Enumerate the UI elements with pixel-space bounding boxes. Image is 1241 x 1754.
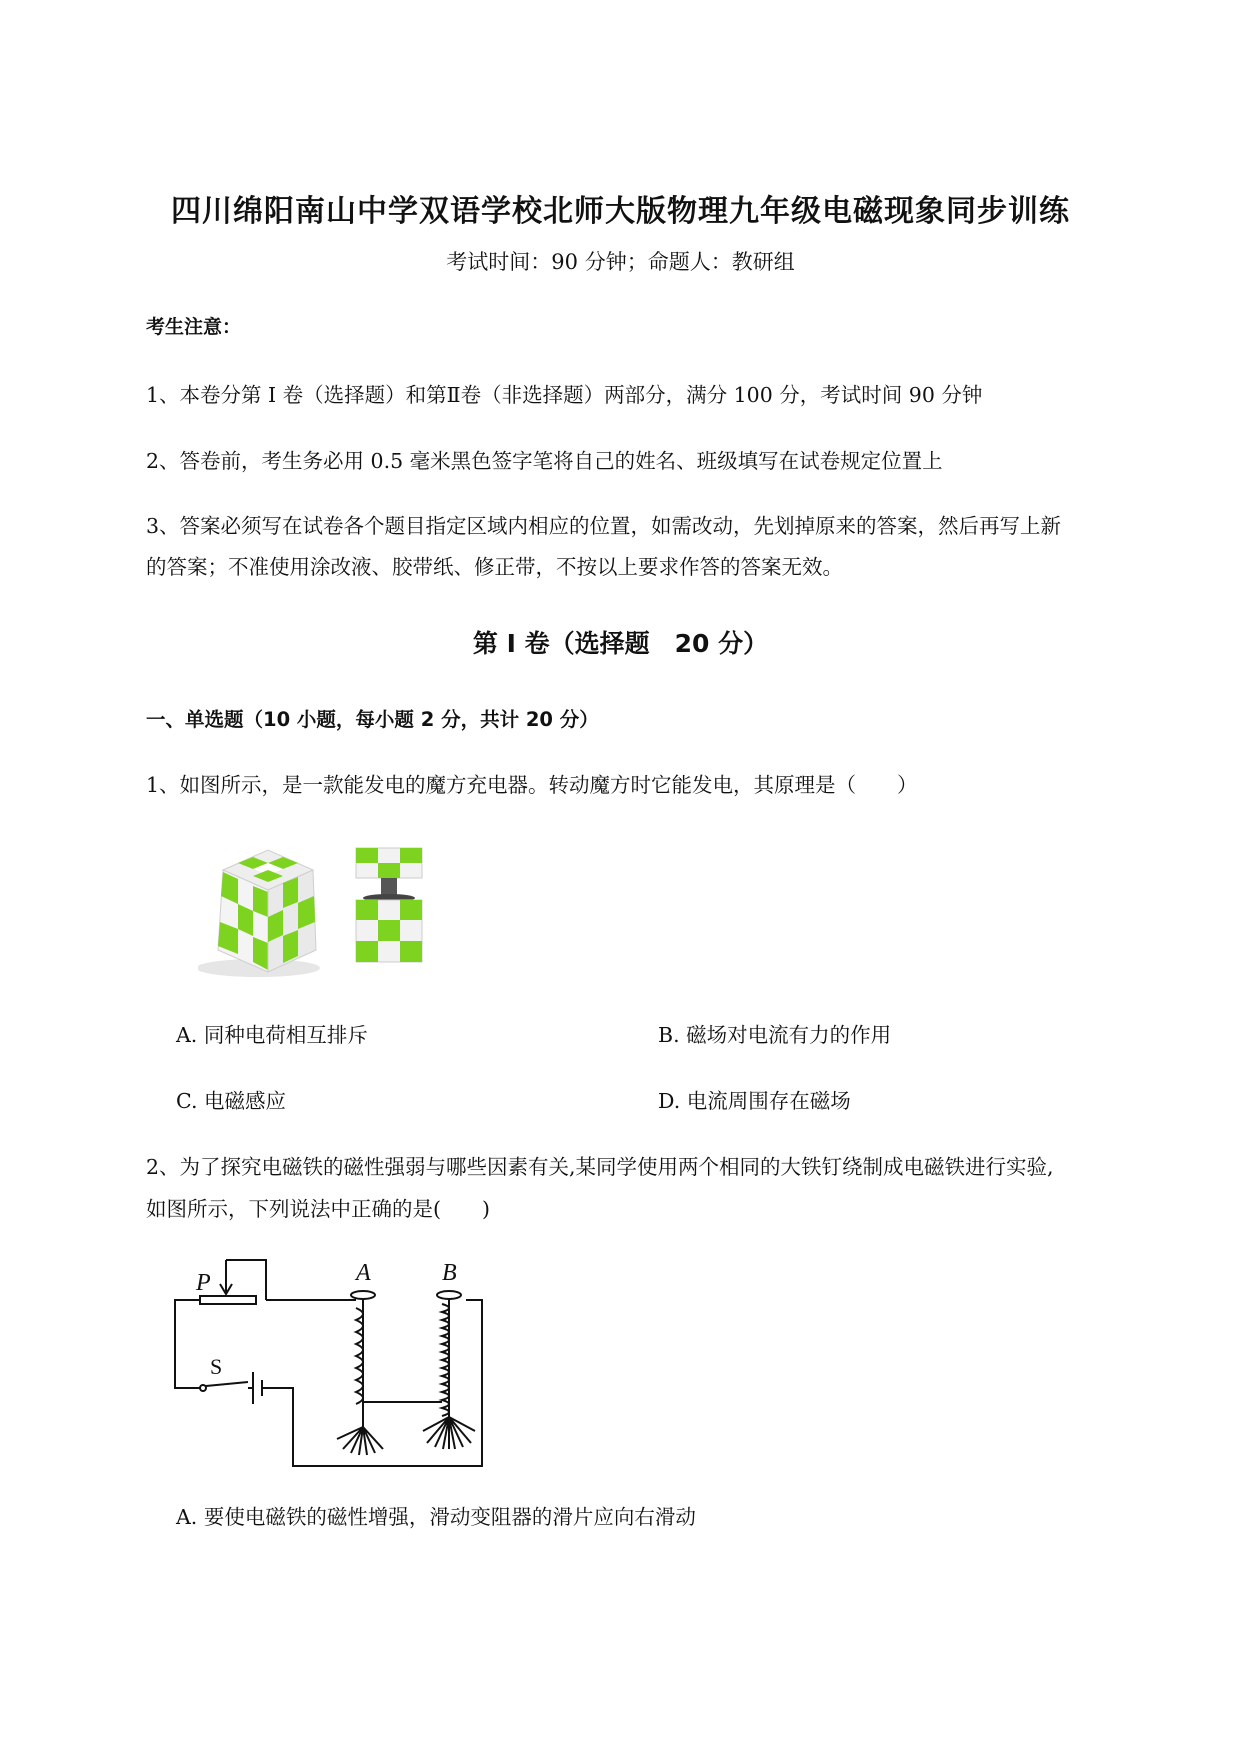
- q1-option-c[interactable]: C. 电磁感应: [176, 1089, 286, 1113]
- part-heading: 一、单选题（10 小题，每小题 2 分，共计 20 分）: [146, 708, 599, 731]
- label-s: S: [210, 1354, 223, 1379]
- q1-option-a[interactable]: A. 同种电荷相互排斥: [176, 1023, 368, 1047]
- notice-item-3: 3、答案必须写在试卷各个题目指定区域内相应的位置，如需改动，先划掉原来的答案，然后再写上新: [146, 514, 1062, 538]
- label-p: P: [196, 1270, 211, 1296]
- label-b: B: [442, 1260, 457, 1286]
- notice-item-3-cont: 的答案；不准使用涂改液、胶带纸、修正带，不按以上要求作答的答案无效。: [146, 555, 843, 579]
- q2-option-a[interactable]: A. 要使电磁铁的磁性增强，滑动变阻器的滑片应向右滑动: [176, 1505, 696, 1529]
- notice-heading: 考生注意：: [146, 316, 242, 338]
- label-a: A: [356, 1260, 371, 1286]
- exam-title: 四川绵阳南山中学双语学校北师大版物理九年级电磁现象同步训练: [171, 194, 1070, 229]
- question-2-stem-line-2: 如图所示，下列说法中正确的是( ): [146, 1197, 490, 1221]
- exam-subtitle: 考试时间：90 分钟；命题人：教研组: [446, 250, 795, 274]
- notice-item-2: 2、答卷前，考生务必用 0.5 毫米黑色签字笔将自己的姓名、班级填写在试卷规定位置上: [146, 449, 943, 473]
- magic-cube-charger-image: [198, 840, 438, 978]
- notice-item-1: 1、本卷分第 I 卷（选择题）和第Ⅱ卷（非选择题）两部分，满分 100 分，考试时间 90 分钟: [146, 383, 983, 407]
- question-1-stem: 1、如图所示，是一款能发电的魔方充电器。转动魔方时它能发电，其原理是（ ）: [146, 773, 918, 797]
- q1-option-d[interactable]: D. 电流周围存在磁场: [658, 1089, 851, 1113]
- electromagnet-circuit-diagram: [160, 1252, 500, 1482]
- section-title: 第 I 卷（选择题 20 分）: [472, 629, 769, 658]
- q1-option-b[interactable]: B. 磁场对电流有力的作用: [658, 1023, 892, 1047]
- question-2-stem-line-1: 2、为了探究电磁铁的磁性强弱与哪些因素有关,某同学使用两个相同的大铁钉绕制成电磁铁进行实验,: [146, 1155, 1054, 1179]
